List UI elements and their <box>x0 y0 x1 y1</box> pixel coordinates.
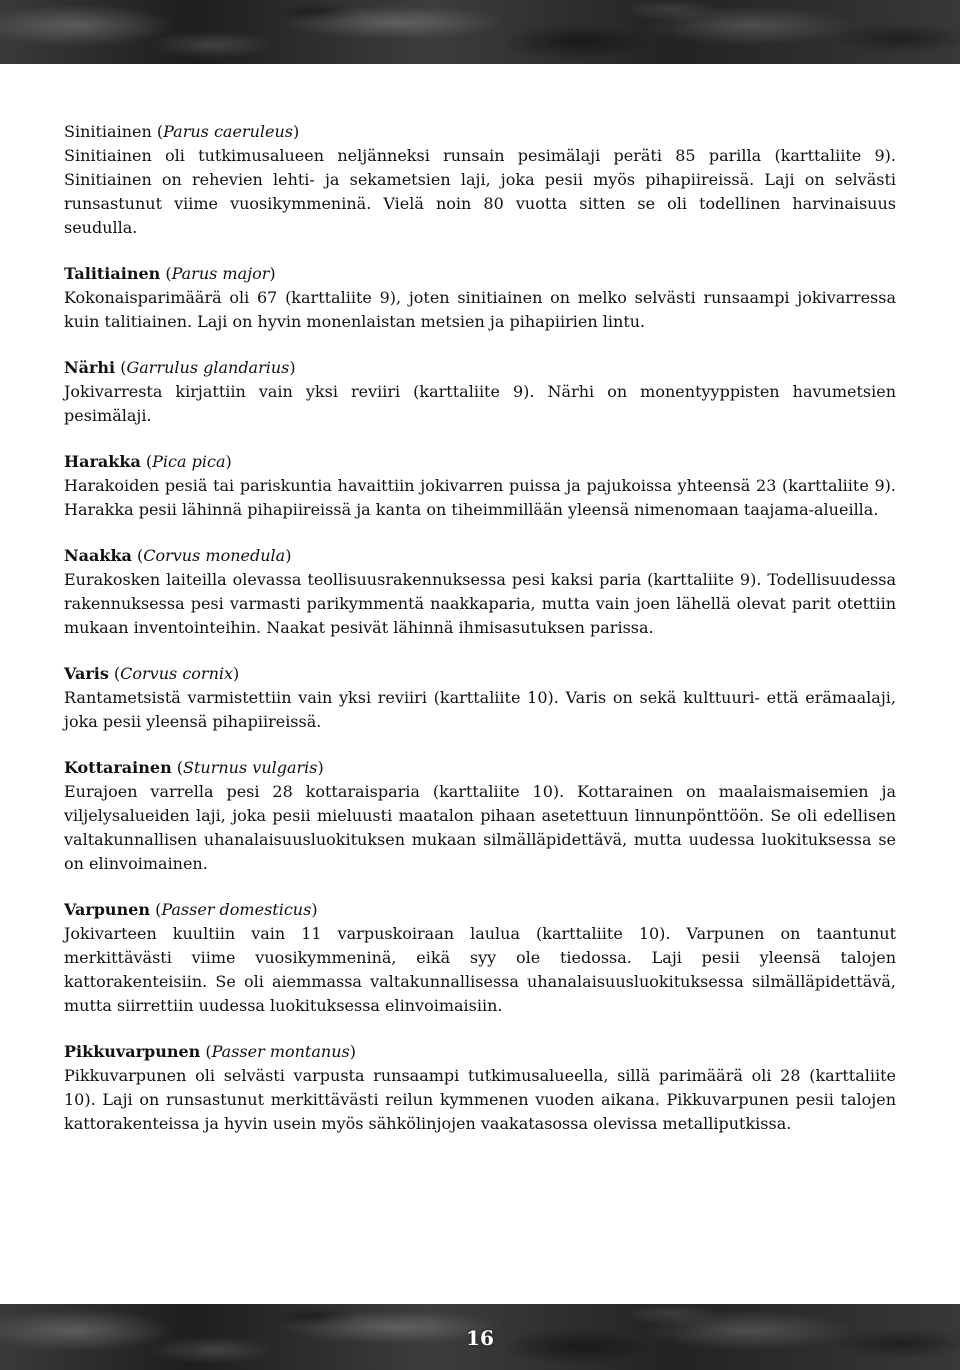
species-latin-name: Passer domesticus <box>161 900 312 919</box>
species-description: Eurajoen varrella pesi 28 kottaraisparia (karttaliite 10). Kottarainen on maalaismaisemien ja viljelysalueiden laji, joka pesii mieluusti maatalon pihaan asetettuun linnunpönttöön. Se oli edellisen valtakunnallisen uhanalaisuusluokituksen mukaan silmälläpidettävä, mutta uudessa luokituksessa se on elinvoimainen. <box>64 782 896 873</box>
species-latin-name: Garrulus glandarius <box>126 358 290 377</box>
species-name: Naakka <box>64 546 132 565</box>
species-description: Jokivarresta kirjattiin vain yksi reviiri (karttaliite 9). Närhi on monentyyppisten havumetsien pesimälaji. <box>64 382 896 425</box>
species-description: Eurakosken laiteilla olevassa teollisuusrakennuksessa pesi kaksi paria (karttaliite 9). Todellisuudessa rakennuksessa pesi varmasti parikymmentä naakkaparia, mutta vain joen lähellä olevat parit otettiin mukaan inventointeihin. Naakat pesivät lähinnä ihmisasutuksen parissa. <box>64 570 896 637</box>
species-heading: Kottarainen (Sturnus vulgaris) <box>64 758 324 777</box>
species-latin-name: Sturnus vulgaris <box>183 758 318 777</box>
species-description: Kokonaisparimäärä oli 67 (karttaliite 9), joten sinitiainen on melko selvästi runsaampi jokivarressa kuin talitiainen. Laji on hyvin monenlaistan metsien ja pihapiirien lintu. <box>64 288 896 331</box>
species-section-narhi <box>64 356 896 428</box>
species-description: Pikkuvarpunen oli selvästi varpusta runsaampi tutkimusalueella, sillä parimäärä oli 28 (karttaliite 10). Laji on runsastunut merkittävästi reilun kymmenen vuoden aikana. Pikkuvarpunen pesii talojen kattorakenteissa ja hyvin usein myös sähkölinjojen vaakatasossa olevissa metalliputkissa. <box>64 1066 896 1133</box>
species-description: Sinitiainen oli tutkimusalueen neljänneksi runsain pesimälaji peräti 85 parilla (karttaliite 9). Sinitiainen on rehevien lehti- ja sekametsien laji, joka pesii myös pihapiireissä. Laji on selvästi runsastunut viime vuosikymmeninä. Vielä noin 80 vuotta sitten se oli todellinen harvinaisuus seudulla. <box>64 146 896 237</box>
species-heading: Harakka (Pica pica) <box>64 452 232 471</box>
species-latin-name: Parus caeruleus <box>163 122 293 141</box>
species-latin-name: Passer montanus <box>211 1042 350 1061</box>
species-name: Sinitiainen <box>64 122 152 141</box>
species-latin-name: Pica pica <box>152 452 226 471</box>
species-section-harakka <box>64 450 896 522</box>
species-name: Närhi <box>64 358 116 377</box>
species-section-varpunen <box>64 898 896 1018</box>
page-number: 16 <box>466 1326 494 1350</box>
species-name: Pikkuvarpunen <box>64 1042 201 1061</box>
species-name: Talitiainen <box>64 264 161 283</box>
species-description: Harakoiden pesiä tai pariskuntia havaittiin jokivarren puissa ja pajukoissa yhteensä 23 (karttaliite 9). Harakka pesii lähinnä pihapiireissä ja kanta on tiheimmillään yleensä nimenomaan taajama-alueilla. <box>64 476 896 519</box>
species-name: Harakka <box>64 452 141 471</box>
species-section-pikkuvarpunen <box>64 1040 896 1136</box>
species-heading: Pikkuvarpunen (Passer montanus) <box>64 1042 356 1061</box>
species-description: Rantametsistä varmistettiin vain yksi reviiri (karttaliite 10). Varis on sekä kulttuuri- että erämaalaji, joka pesii yleensä pihapiireissä. <box>64 688 896 731</box>
species-latin-name: Corvus cornix <box>120 664 234 683</box>
species-name: Varpunen <box>64 900 151 919</box>
species-section-naakka <box>64 544 896 640</box>
species-name: Kottarainen <box>64 758 172 777</box>
species-latin-name: Parus major <box>171 264 270 283</box>
species-heading: Varis (Corvus cornix) <box>64 664 240 683</box>
species-section-varis <box>64 662 896 734</box>
species-section-sinitiainen <box>64 120 896 240</box>
species-heading: Talitiainen (Parus major) <box>64 264 276 283</box>
species-description: Jokivarteen kuultiin vain 11 varpuskoiraan laulua (karttaliite 10). Varpunen on taantunut merkittävästi viime vuosikymmeninä, eikä syy ole tiedossa. Laji pesii yleensä talojen kattorakenteisiin. Se oli aiemmassa valtakunnallisessa uhanalaisuusluokituksessa silmälläpidettävä, mutta siirrettiin uudessa luokituksessa elinvoimaisiin. <box>64 924 896 1015</box>
document-body <box>64 120 896 1158</box>
header-stone-band <box>0 0 960 64</box>
species-heading: Närhi (Garrulus glandarius) <box>64 358 296 377</box>
species-name: Varis <box>64 664 109 683</box>
species-latin-name: Corvus monedula <box>143 546 286 565</box>
species-section-talitiainen <box>64 262 896 334</box>
species-heading: Naakka (Corvus monedula) <box>64 546 292 565</box>
species-heading: Sinitiainen (Parus caeruleus) <box>64 122 300 141</box>
species-section-kottarainen <box>64 756 896 876</box>
species-heading: Varpunen (Passer domesticus) <box>64 900 318 919</box>
